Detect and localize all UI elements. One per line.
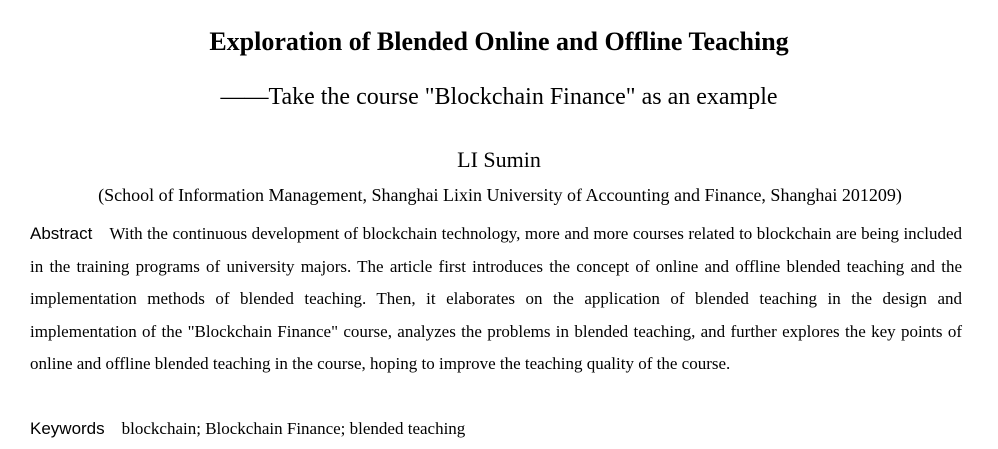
paper-subtitle: ——Take the course "Blockchain Finance" as an example: [220, 84, 778, 110]
abstract-text: With the continuous development of blockchain technology, more and more courses related to blockchain are being included in the training programs of university majors. The article first introduces the concept of online and offline blended teaching and the implementation methods of blended teaching. Then, it elaborates on the application of blended teaching in the design and implementation of the "Blockchain Finance" course, analyzes the problems in blended teaching, and further explores the key points of online and offline blended teaching in the course, hoping to improve the teaching quality of the course.: [30, 224, 962, 373]
paper-title: Exploration of Blended Online and Offline Teaching: [209, 27, 789, 56]
keywords-label: Keywords: [30, 419, 105, 438]
keywords-line: [30, 414, 962, 444]
abstract-label: Abstract: [30, 224, 93, 243]
abstract-paragraph: [30, 218, 962, 381]
keywords-text: blockchain; Blockchain Finance; blended teaching: [121, 419, 466, 438]
author-name: LI Sumin: [457, 147, 541, 172]
author-affiliation: (School of Information Management, Shanghai Lixin University of Accounting and Finance, Shanghai 201209): [98, 185, 902, 205]
